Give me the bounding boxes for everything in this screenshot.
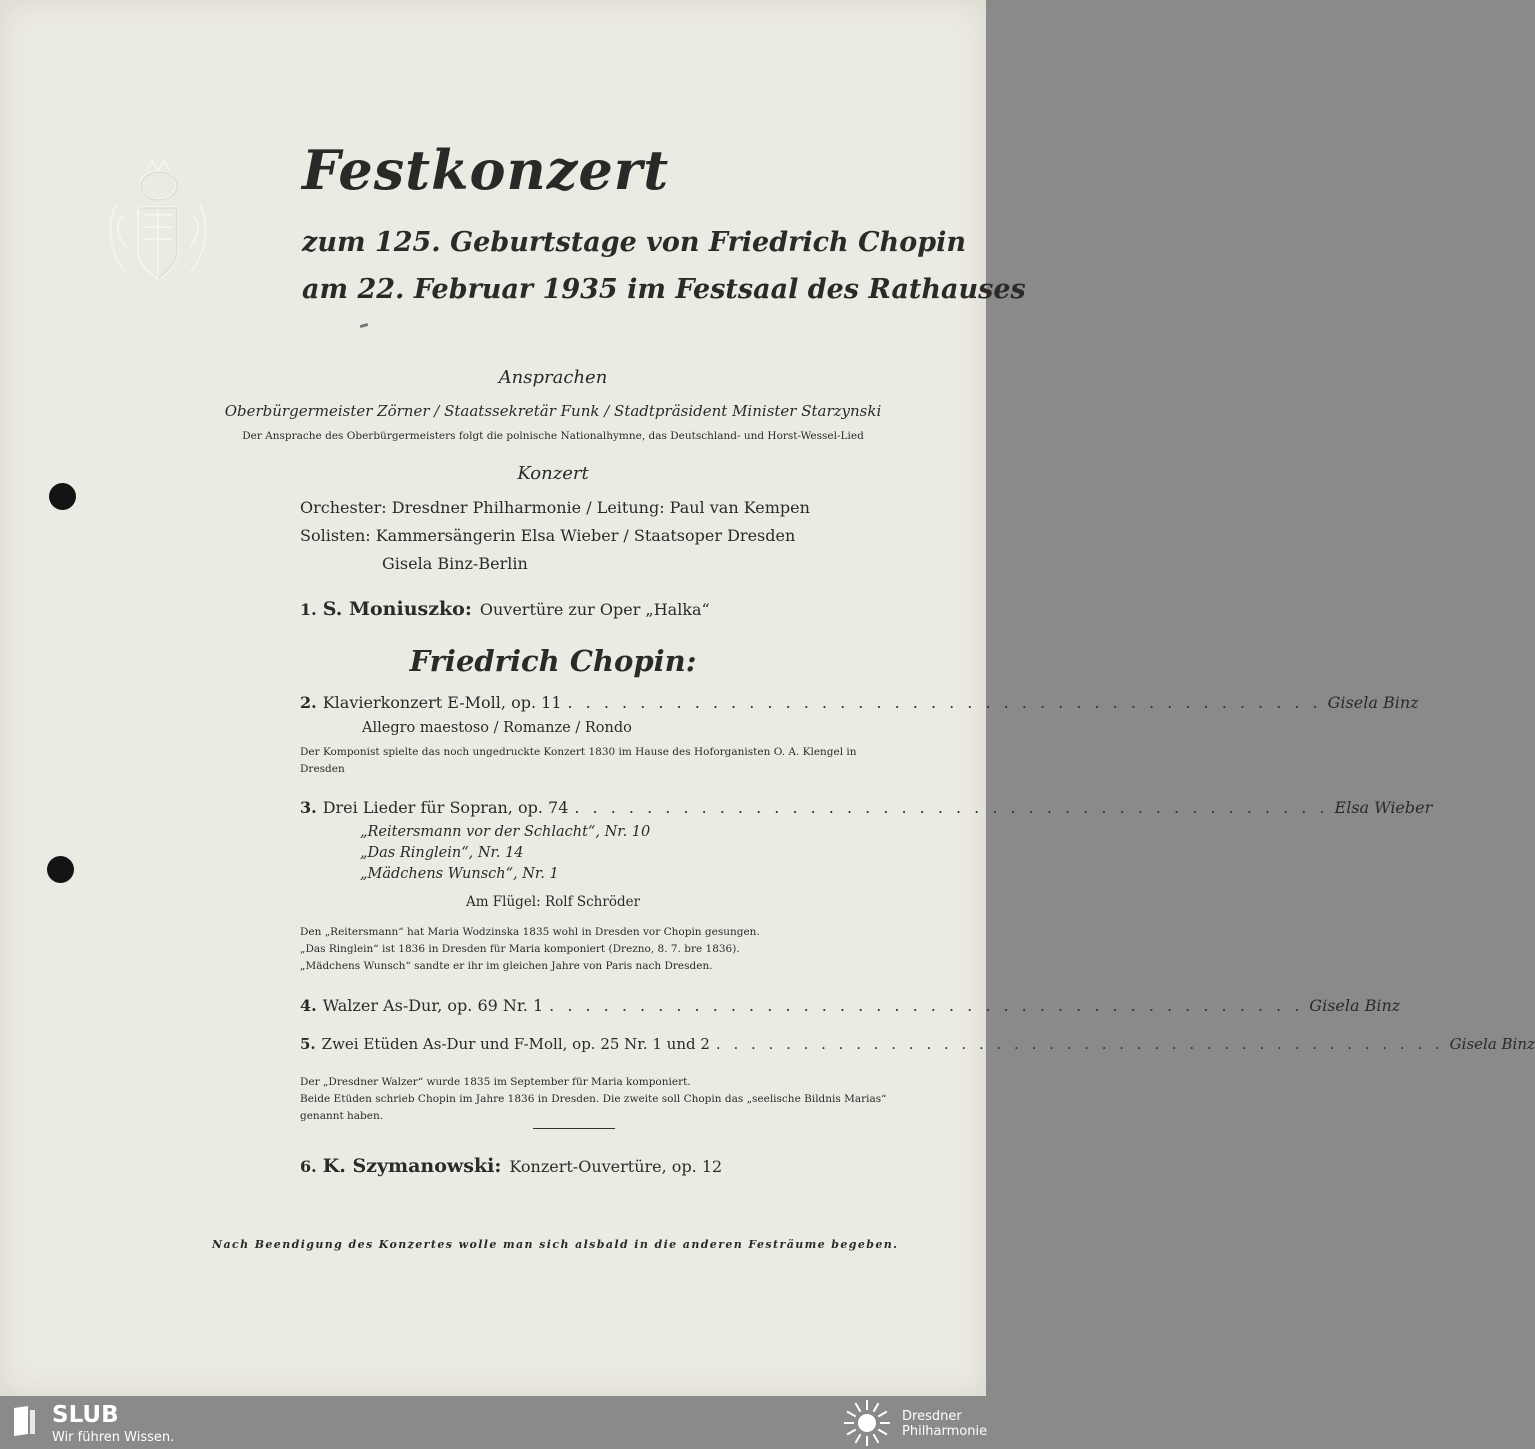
chopin-heading: Friedrich Chopin: xyxy=(409,644,697,678)
partner-name: Dresdner Philharmonie xyxy=(902,1409,988,1439)
leader-dots: . . . . . . . . . . . . . . . . . . . . . . . . . . . . . . . . . . . . . . . . . . xyxy=(549,996,1304,1015)
speakers-line: Oberbürgermeister Zörner / Staatssekretär Funk / Stadtpräsident Minister Starzynski xyxy=(224,402,882,420)
slub-tagline: Wir führen Wissen. xyxy=(52,1430,175,1445)
item3-note-3: „Mädchens Wunsch“ sandte er ihr im gleichen Jahre von Paris nach Dresden. xyxy=(300,960,713,972)
program-item-4 xyxy=(300,996,1401,1015)
item-number: 4. xyxy=(300,996,317,1015)
work-title: Walzer As-Dur, op. 69 Nr. 1 xyxy=(322,996,544,1015)
item5-note-2: Beide Etüden schrieb Chopin im Jahre 1836 in Dresden. Die zweite soll Chopin das „seelische Bildnis Marias“ genannt haben. xyxy=(300,1093,887,1122)
work-title: Konzert-Ouvertüre, op. 12 xyxy=(509,1157,723,1176)
closing-note: Nach Beendigung des Konzertes wolle man sich alsbald in die anderen Festräume begeben. xyxy=(212,1238,899,1251)
item-number: 5. xyxy=(300,1035,316,1053)
program-item-3 xyxy=(300,798,1433,817)
leader-dots: . . . . . . . . . . . . . . . . . . . . . . . . . . . . . . . . . . . . . . . . . . xyxy=(567,693,1322,712)
soloists-line-1: Solisten: Kammersängerin Elsa Wieber / Staatsoper Dresden xyxy=(300,526,796,545)
slub-name: SLUB xyxy=(52,1402,119,1428)
work-title: Klavierkonzert E-Moll, op. 11 xyxy=(322,693,562,712)
punch-hole-bottom xyxy=(47,856,74,883)
leader-dots: . . . . . . . . . . . . . . . . . . . . . . . . . . . . . . . . . . . . . . . . . . xyxy=(715,1035,1444,1053)
soloists-line-2: Gisela Binz-Berlin xyxy=(382,554,528,573)
speeches-heading: Ansprachen xyxy=(498,367,608,388)
program-item-1 xyxy=(300,598,890,620)
composer-name: K. Szymanowski: xyxy=(322,1155,502,1177)
work-title: Ouvertüre zur Oper „Halka“ xyxy=(479,600,710,619)
pianist-line: Am Flügel: Rolf Schröder xyxy=(465,894,641,910)
program-item-6 xyxy=(300,1155,890,1177)
movements: Allegro maestoso / Romanze / Rondo xyxy=(362,720,632,736)
item-number: 2. xyxy=(300,693,317,712)
leader-dots: . . . . . . . . . . . . . . . . . . . . . . . . . . . . . . . . . . . . . . . . . . xyxy=(574,798,1329,817)
performer: Elsa Wieber xyxy=(1334,798,1433,817)
divider xyxy=(533,1128,615,1129)
item-number: 3. xyxy=(300,798,317,817)
song-3: „Mädchens Wunsch“, Nr. 1 xyxy=(360,866,559,882)
concert-heading: Konzert xyxy=(517,463,589,484)
program-item-2 xyxy=(300,693,1419,712)
work-title: Drei Lieder für Sopran, op. 74 xyxy=(322,798,569,817)
performer: Gisela Binz xyxy=(1309,996,1401,1015)
item-number: 6. xyxy=(300,1157,317,1176)
punch-hole-top xyxy=(49,483,76,510)
item3-note-1: Den „Reitersmann“ hat Maria Wodzinska 1835 wohl in Dresden vor Chopin gesungen. xyxy=(300,926,760,938)
performer: Gisela Binz xyxy=(1449,1035,1535,1053)
composer-name: S. Moniuszko: xyxy=(322,598,472,620)
item-number: 1. xyxy=(300,600,317,619)
page-title: Festkonzert xyxy=(302,138,670,202)
subtitle-date-venue: am 22. Februar 1935 im Festsaal des Rathauses xyxy=(302,274,1026,305)
dresdner-philharmonie-logo-icon xyxy=(842,1398,892,1448)
speeches-note: Der Ansprache des Oberbürgermeisters folgt die polnische Nationalhymne, das Deutschland- und Horst-Wessel-Lied xyxy=(242,430,864,442)
item3-note-2: „Das Ringlein“ ist 1836 in Dresden für Maria komponiert (Drezno, 8. 7. bre 1836). xyxy=(300,943,740,955)
orchestra-line: Orchester: Dresdner Philharmonie / Leitung: Paul van Kempen xyxy=(300,498,810,517)
song-1: „Reitersmann vor der Schlacht“, Nr. 10 xyxy=(360,824,651,840)
slub-logo-icon xyxy=(10,1404,38,1438)
embossed-crest-icon xyxy=(96,155,220,291)
work-title: Zwei Etüden As-Dur und F-Moll, op. 25 Nr. 1 und 2 xyxy=(321,1035,710,1053)
subtitle-occasion: zum 125. Geburtstage von Friedrich Chopin xyxy=(302,227,966,258)
item2-note: Der Komponist spielte das noch ungedruckte Konzert 1830 im Hause des Hoforganisten O. A. Klengel in Dresden xyxy=(300,746,857,775)
item5-note-1: Der „Dresdner Walzer“ wurde 1835 im September für Maria komponiert. xyxy=(300,1076,691,1088)
song-2: „Das Ringlein“, Nr. 14 xyxy=(360,845,524,861)
program-item-5 xyxy=(300,1035,1535,1053)
performer: Gisela Binz xyxy=(1327,693,1419,712)
